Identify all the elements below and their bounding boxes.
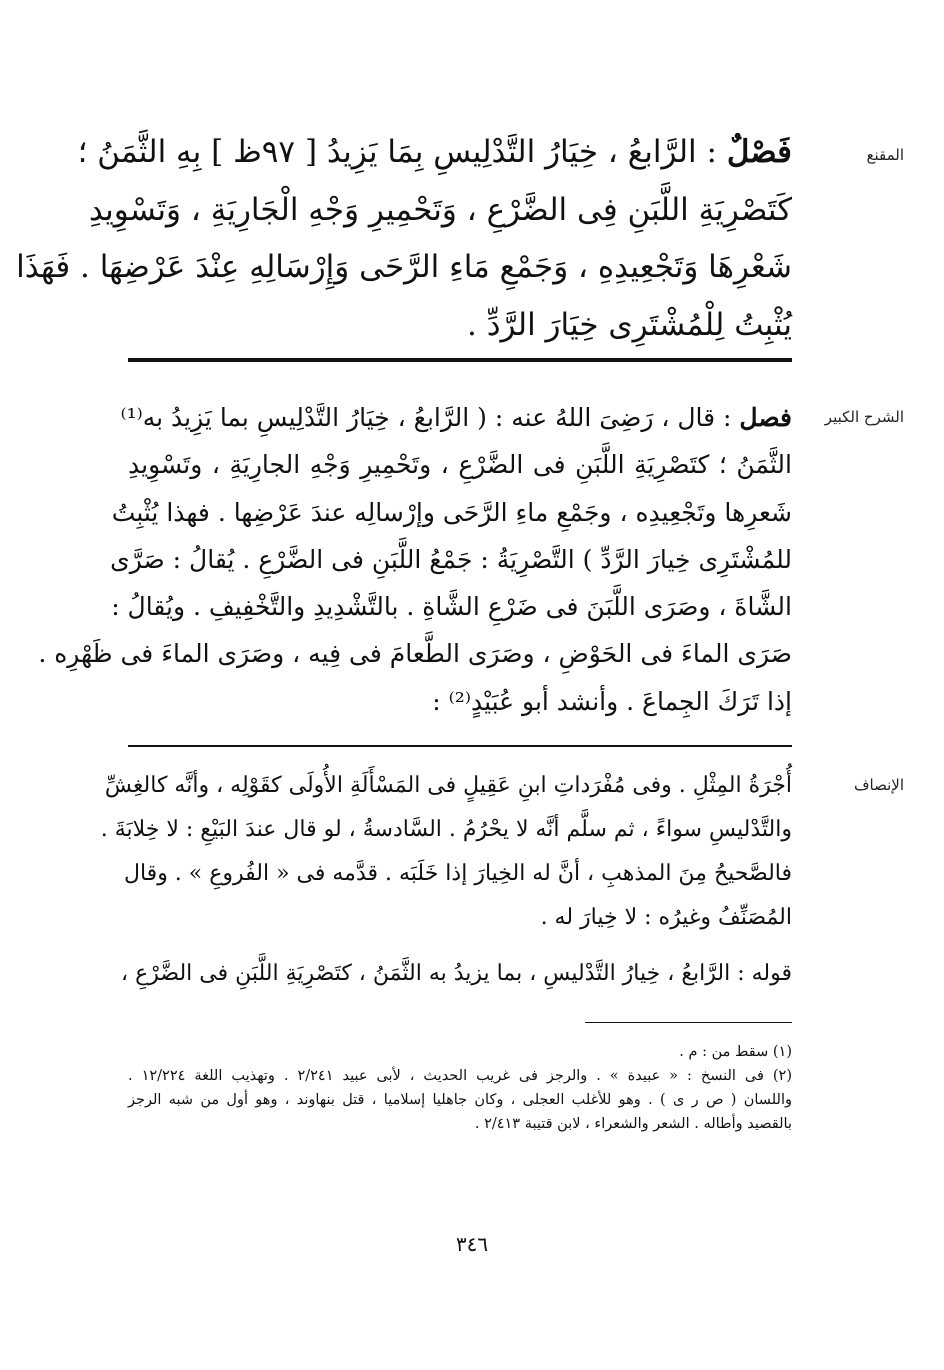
sharh-lead: فصل xyxy=(739,403,792,432)
insaf-line: المُصَنِّفُ وغيرُه : لا خِيارَ له . xyxy=(540,905,792,930)
muqni-line-1: : الرَّابعُ ، خِيَارُ التَّدْلِيسِ بِمَا يَزِيدُ [ ٩٧ظ ] بِهِ الثَّمَنُ ؛ xyxy=(77,134,717,170)
insaf-text xyxy=(100,764,792,996)
sharh-line: إذا تَرَكَ الجِماعَ . وأنشد أبو عُبَيْدٍ⁽²⁾ : xyxy=(432,686,792,716)
muqni-separator xyxy=(128,358,792,362)
insaf-line: فالصَّحيحُ مِنَ المذهبِ ، أنَّ له الخِيارَ إذا خَلَبَه . قدَّمه فى « الفُروعِ » . وقال xyxy=(123,861,792,886)
page-number: ٣٤٦ xyxy=(455,1232,489,1256)
sharh-line: شَعرِها وتَجْعِيدِه ، وجَمْعِ ماءِ الرَّحَى وإرْسالِه عندَ عَرْضِها . فهذا يُثْبِتُ xyxy=(111,497,792,527)
sharh-line: الثَّمَنُ ؛ كتَصْرِيَةِ اللَّبَنِ فى الضَّرْعِ ، وتَحْمِيرِ وَجْهِ الجارِيَةِ ، وتَسْوِيدِ xyxy=(128,450,792,480)
footnote-line: واللسان ( ص ر ى ) . وهو للأغلب العجلى ، وكان جاهليا إسلاميا ، قتل بنهاوند ، وهو أول من شبه الرجز xyxy=(128,1092,792,1108)
insaf-line: والتَّدْليسِ سواءً ، ثم سلَّم أنَّه لا يحْرُمُ . السَّادسةُ ، لو قال عندَ البَيْعِ : لا خِلابَةَ . xyxy=(100,817,792,842)
sharh-separator xyxy=(128,745,792,747)
footnote-line: (١) سقط من : م . xyxy=(679,1044,792,1060)
insaf-line: أُجْرَةُ المِثْلِ . وفى مُفْرَداتِ ابنِ عَقِيلٍ فى المَسْأَلَةِ الأُولَى كقَوْلِه ، وأنَّه كالغِشِّ xyxy=(104,773,792,798)
label-sharh: الشرح الكبير xyxy=(824,408,904,426)
sharh-line-1: : قال ، رَضِىَ اللهُ عنه : ( الرَّابعُ ، خِيَارُ التَّدْلِيسِ بما يَزِيدُ به⁽¹⁾ xyxy=(120,403,732,432)
muqni-lead: فَصْلٌ xyxy=(726,134,792,170)
muqni-line: شَعْرِهَا وَتَجْعِيدِهِ ، وَجَمْعِ مَاءِ الرَّحَى وَإِرْسَالِهِ عِنْدَ عَرْضِهَا . فَهَذَا xyxy=(16,249,792,285)
muqni-line xyxy=(77,124,792,182)
footnote-separator xyxy=(585,1022,792,1023)
footnote-line: (٢) فى النسخ : « عبيدة » . والرجز فى غريب الحديث ، لأبى عبيد ٢/٢٤١ . وتهذيب اللغة ١٢/٢٢٤ . xyxy=(128,1068,793,1084)
sharh-text xyxy=(38,394,792,725)
sharh-line xyxy=(120,394,792,441)
label-muqni: المقنع xyxy=(866,146,904,164)
sharh-line: للمُشْتَرِى خِيارَ الرَّدِّ ) التَّصْرِيَةُ : جَمْعُ اللَّبَنِ فى الضَّرْعِ . يُقالُ : صَرَّى xyxy=(110,544,792,574)
footnotes xyxy=(128,1040,792,1136)
muqni-text xyxy=(16,124,792,354)
muqni-line: كَتَصْرِيَةِ اللَّبَنِ فِى الضَّرْعِ ، وَتَحْمِيرِ وَجْهِ الْجَارِيَةِ ، وَتَسْوِيدِ xyxy=(88,191,792,228)
sharh-line: صَرَى الماءَ فى الحَوْضِ ، وصَرَى الطَّعامَ فى فِيه ، وصَرَى الماءَ فى ظَهْرِه . xyxy=(38,639,792,669)
footnote-line: بالقصيد وأطاله . الشعر والشعراء ، لابن قتيبة ٢/٤١٣ . xyxy=(474,1116,792,1132)
sharh-line: الشَّاةَ ، وصَرَى اللَّبَنَ فى ضَرْعِ الشَّاةِ . بالتَّشْدِيدِ والتَّخْفِيفِ . ويُقالُ : xyxy=(111,592,792,622)
insaf-qawluhu: قوله : الرَّابعُ ، خِيارُ التَّدْليسِ ، بما يزيدُ به الثَّمَنُ ، كتَصْرِيَةِ اللَّبَنِ فى الضَّرْعِ ، xyxy=(121,961,792,986)
muqni-line: يُثْبِتُ لِلْمُشْتَرِى خِيَارَ الرَّدِّ . xyxy=(467,306,792,343)
label-insaf: الإنصاف xyxy=(853,776,904,794)
